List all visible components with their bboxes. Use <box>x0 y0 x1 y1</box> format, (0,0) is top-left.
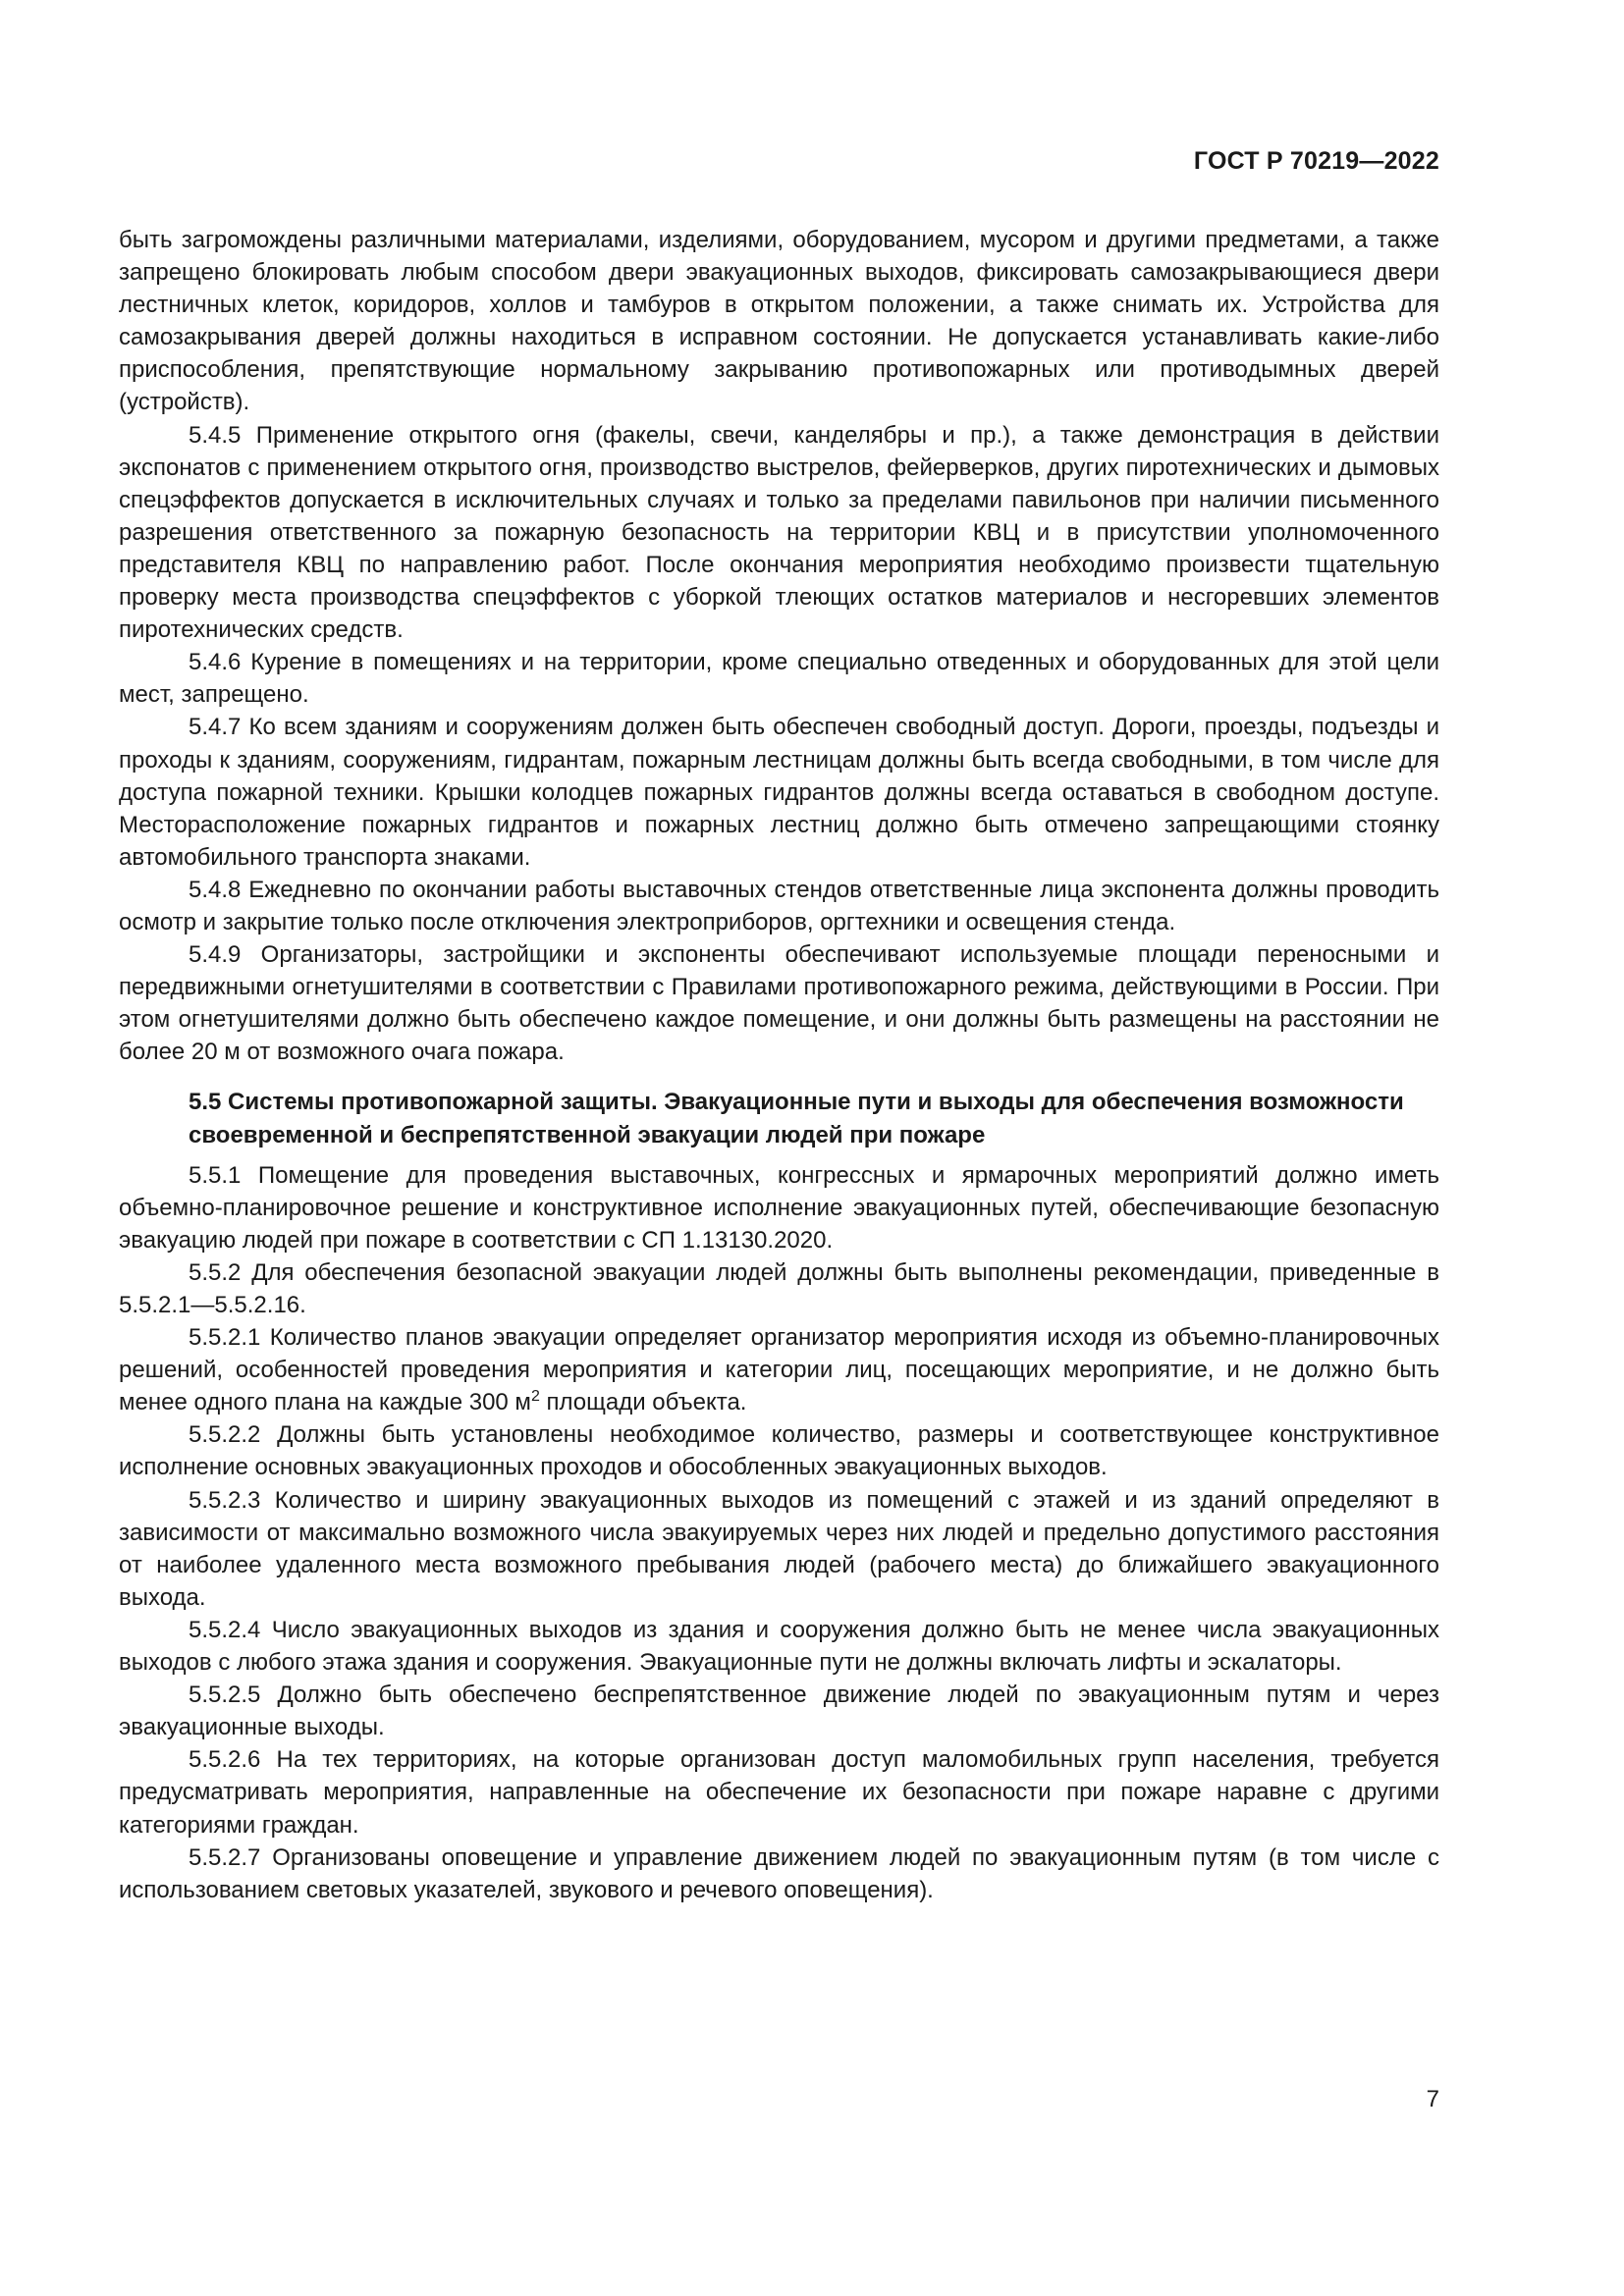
paragraph-5-5-2-5: 5.5.2.5 Должно быть обеспечено беспрепятственное движение людей по эвакуационным путям и через эвакуационные выходы. <box>119 1682 1439 1741</box>
paragraph-5-5-2: 5.5.2 Для обеспечения безопасной эвакуации людей должны быть выполнены рекомендации, приведенные в 5.5.2.1—5.5.2.16. <box>119 1258 1439 1318</box>
paragraph-5-5-2-7: 5.5.2.7 Организованы оповещение и управление движением людей по эвакуационным путям (в том числе с использованием световых указателей, звукового и речевого оповещения). <box>119 1843 1439 1903</box>
paragraph-5-5-2-4: 5.5.2.4 Число эвакуационных выходов из здания и сооружения должно быть не менее числа эвакуационных выходов с любого этажа здания и сооружения. Эвакуационные пути не должны включать лифты и эскалаторы. <box>119 1616 1439 1677</box>
section-heading-5-5: 5.5 Системы противопожарной защиты. Эвакуационные пути и выходы для обеспечения возможности своевременной и беспрепятственной эвакуации людей при пожаре <box>189 1089 1404 1148</box>
paragraph-5-5-2-1-text: 5.5.2.1 Количество планов эвакуации определяет организатор мероприятия исходя из объемно-планировочных решений, особенностей проведения мероприятия и категории лиц, посещающих мероприятие, и не должно быть менее одного плана на каждые 300 м <box>119 1324 1439 1416</box>
paragraph-5-5-2-1-tail: площади объекта. <box>539 1389 747 1416</box>
paragraph-5-5-2-1 <box>119 1321 1439 1418</box>
paragraph-continuation: быть загромождены различными материалами, изделиями, оборудованием, мусором и другими предметами, а также запрещено блокировать любым способом двери эвакуационных выходов, фиксировать самозакрывающиеся двери лестничных клеток, коридоров, холлов и тамбуров в открытом положении, а также снимать их. Устройства для самозакрывания дверей должны находиться в исправном состоянии. Не допускается устанавливать какие-либо приспособления, препятствующие нормальному закрыванию противопожарных или противодымных дверей (устройств). <box>119 227 1439 416</box>
superscript-square: 2 <box>530 1388 540 1406</box>
document-body <box>119 224 1439 1906</box>
paragraph-5-5-2-6: 5.5.2.6 На тех территориях, на которые организован доступ маломобильных групп населения, требуется предусматривать мероприятия, направленные на обеспечение их безопасности при пожаре наравне с другими категориями граждан. <box>119 1746 1439 1839</box>
paragraph-5-4-6: 5.4.6 Курение в помещениях и на территории, кроме специально отведенных и оборудованных для этой цели мест, запрещено. <box>119 649 1439 709</box>
document-code-header: ГОСТ Р 70219—2022 <box>1193 147 1439 175</box>
page-number: 7 <box>1426 2086 1439 2112</box>
paragraph-5-4-7: 5.4.7 Ко всем зданиям и сооружениям должен быть обеспечен свободный доступ. Дороги, проезды, подъезды и проходы к зданиям, сооружениям, гидрантам, пожарным лестницам должны быть всегда свободными, в том числе для доступа пожарной техники. Крышки колодцев пожарных гидрантов должны всегда оставаться в свободном доступе. Месторасположение пожарных гидрантов и пожарных лестниц должно быть отмечено запрещающими стоянку автомобильного транспорта знаками. <box>119 714 1439 871</box>
paragraph-5-4-9: 5.4.9 Организаторы, застройщики и экспоненты обеспечивают используемые площади переносными и передвижными огнетушителями в соответствии с Правилами противопожарного режима, действующими в России. При этом огнетушителями должно быть обеспечено каждое помещение, и они должны быть размещены на расстоянии не более 20 м от возможного очага пожара. <box>119 941 1439 1066</box>
paragraph-5-5-1: 5.5.1 Помещение для проведения выставочных, конгрессных и ярмарочных мероприятий должно иметь объемно-планировочное решение и конструктивное исполнение эвакуационных путей, обеспечивающие безопасную эвакуацию людей при пожаре в соответствии с СП 1.13130.2020. <box>119 1161 1439 1254</box>
paragraph-5-5-2-2: 5.5.2.2 Должны быть установлены необходимое количество, размеры и соответствующее конструктивное исполнение основных эвакуационных проходов и обособленных эвакуационных выходов. <box>119 1421 1439 1481</box>
paragraph-5-4-5: 5.4.5 Применение открытого огня (факелы, свечи, канделябры и пр.), а также демонстрация в действии экспонатов с применением открытого огня, производство выстрелов, фейерверков, других пиротехнических и дымовых спецэффектов допускается в исключительных случаях и только за пределами павильонов при наличии письменного разрешения ответственного за пожарную безопасность на территории КВЦ и в присутствии уполномоченного представителя КВЦ по направлению работ. После окончания мероприятия необходимо произвести тщательную проверку места производства спецэффектов с уборкой тлеющих остатков материалов и несгоревших элементов пиротехнических средств. <box>119 421 1439 644</box>
paragraph-5-4-8: 5.4.8 Ежедневно по окончании работы выставочных стендов ответственные лица экспонента должны проводить осмотр и закрытие только после отключения электроприборов, оргтехники и освещения стенда. <box>119 876 1439 935</box>
paragraph-5-5-2-3: 5.5.2.3 Количество и ширину эвакуационных выходов из помещений с этажей и из зданий определяют в зависимости от максимально возможного числа эвакуируемых через них людей и предельно допустимого расстояния от наиболее удаленного места возможного пребывания людей (рабочего места) до ближайшего эвакуационного выхода. <box>119 1486 1439 1611</box>
